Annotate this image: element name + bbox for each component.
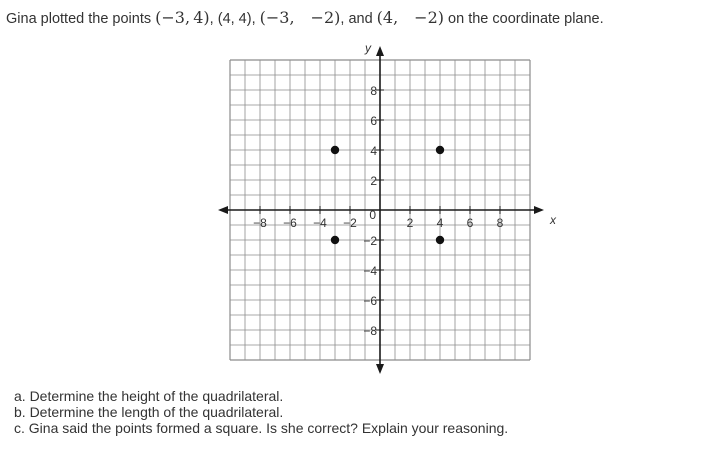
outro-text: on the coordinate plane.: [444, 11, 604, 27]
y-tick-label: 2: [370, 174, 377, 188]
x-tick-label: 4: [436, 216, 444, 230]
x-tick-label: −4: [313, 216, 327, 230]
question-a: a. Determine the height of the quadrilateral.: [14, 388, 284, 404]
separator-1: ,: [209, 11, 218, 27]
x-axis-arrow-left-icon: [218, 206, 228, 214]
x-tick-label: −8: [253, 216, 267, 230]
data-point: [331, 236, 339, 244]
question-b: b. Determine the length of the quadrilateral.: [14, 404, 284, 420]
tick-labels: [253, 41, 557, 338]
y-axis-arrow-up-icon: [376, 46, 384, 56]
y-tick-label: 4: [370, 144, 377, 158]
question-c: c. Gina said the points formed a square. Is she correct? Explain your reasoning.: [14, 420, 509, 436]
y-tick-label: 6: [370, 114, 377, 128]
data-point: [436, 236, 444, 244]
y-axis-label: y: [365, 41, 371, 55]
data-point: [436, 146, 444, 154]
x-axis-arrow-right-icon: [534, 206, 544, 214]
x-tick-label: 2: [406, 216, 414, 230]
y-tick-label: −2: [363, 234, 377, 248]
y-tick-label: −8: [363, 324, 377, 338]
y-tick-label: −6: [363, 294, 377, 308]
point-1-label: (−3, 4): [155, 8, 210, 27]
x-tick-label: 6: [466, 216, 474, 230]
point-4-label: (4, −2): [376, 8, 445, 27]
intro-text: Gina plotted the points: [6, 11, 152, 27]
x-axis-label: x: [550, 213, 556, 227]
axes: [218, 46, 544, 374]
y-tick-label: −4: [363, 264, 377, 278]
origin-label: 0: [369, 208, 376, 222]
y-axis-arrow-down-icon: [376, 364, 384, 374]
data-point: [331, 146, 339, 154]
x-tick-label: 8: [496, 216, 504, 230]
x-tick-label: −6: [283, 216, 297, 230]
separator-2: ,: [251, 11, 260, 27]
y-tick-label: 8: [370, 84, 377, 98]
point-3-label: (−3, −2): [259, 8, 341, 27]
x-tick-label: −2: [343, 216, 357, 230]
point-2-label: (4, 4): [217, 11, 252, 27]
separator-3: , and: [340, 11, 377, 27]
question-list: [14, 388, 508, 436]
